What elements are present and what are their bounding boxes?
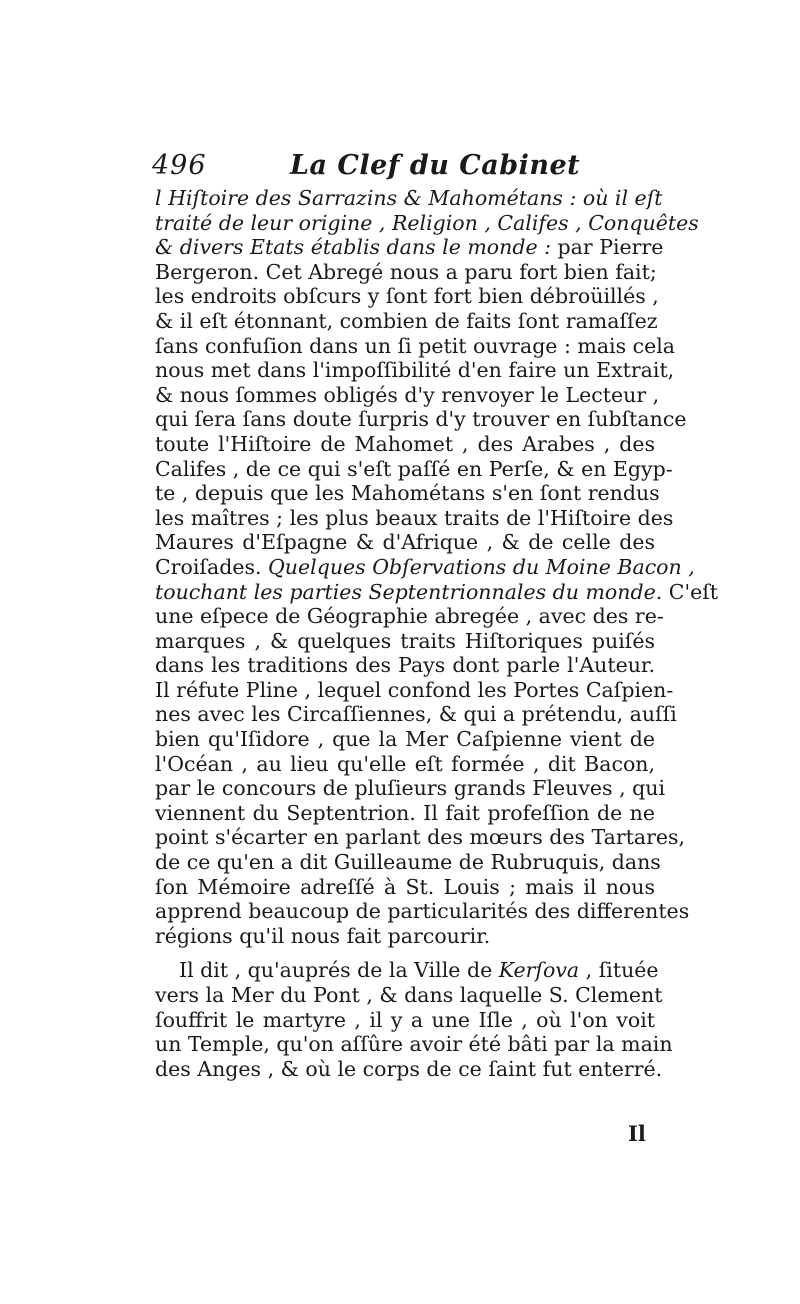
- text-line-italic-part: & divers Etats établis dans le monde :: [155, 235, 552, 260]
- text-line: Bergeron. Cet Abregé nous a paru fort bien fait;: [155, 259, 657, 284]
- text-line: [155, 554, 695, 580]
- text-line: Il réfute Pline , lequel confond les Portes Caſpien-: [155, 677, 674, 702]
- text-line: & il eſt étonnant, combien de faits ſont ramaſſez: [155, 308, 658, 333]
- text-line: traité de leur origine , Religion , Califes , Conquêtes: [155, 210, 699, 235]
- text-line: [155, 958, 659, 983]
- text-line: des Anges , & où le corps de ce ſaint fut enterré.: [155, 1056, 663, 1081]
- text-line-roman-part: par Pierre: [551, 235, 664, 260]
- text-line-italic-part: touchant les parties Septentrionnales du monde.: [155, 579, 663, 604]
- text-line: toute l'Hiſtoire de Mahomet , des Arabes , des: [155, 431, 655, 456]
- text-line: Califes , de ce qui s'eſt paſſé en Perſe, & en Egyp-: [155, 456, 673, 481]
- text-line-italic-part: Kerſova: [492, 958, 580, 983]
- text-line-roman-part: Croiſades.: [155, 554, 262, 579]
- text-line: les maîtres ; les plus beaux traits de l'Hiſtoire des: [155, 505, 674, 530]
- text-line: les endroits obſcurs y ſont fort bien débroüillés ,: [155, 284, 659, 309]
- text-line-roman-part: , ſituée: [579, 958, 659, 983]
- text-line: [155, 579, 719, 605]
- text-line: une eſpece de Géographie abregée , avec des re-: [155, 604, 664, 629]
- text-line: te , depuis que les Mahométans s'en ſont rendus: [155, 481, 660, 506]
- body-text: [155, 186, 719, 1081]
- text-line: ſans confuſion dans un ſi petit ouvrage : mais cela: [155, 333, 676, 358]
- catchword: Il: [628, 1121, 646, 1146]
- text-line-roman-part: C'eſt: [662, 579, 719, 604]
- text-line: par le concours de pluſieurs grands Fleuves , qui: [155, 776, 666, 801]
- text-line: apprend beaucoup de particularités des differentes: [155, 899, 690, 924]
- text-line-italic-part: Quelques Obſervations du Moine Bacon ,: [261, 554, 695, 579]
- text-line: marques , & quelques traits Hiſtoriques puiſés: [155, 628, 655, 653]
- text-line: de ce qu'en a dit Guilleaume de Rubruquis, dans: [155, 850, 661, 875]
- text-line: [155, 235, 664, 260]
- running-title: La Clef du Cabinet: [290, 150, 581, 181]
- text-line: ſouffrit le martyre , il y a une Iſle , où l'on voit: [155, 1007, 655, 1032]
- running-head: [152, 150, 652, 184]
- text-line: point s'écarter en parlant des mœurs des Tartares,: [155, 825, 686, 850]
- text-line: bien qu'Iſidore , que la Mer Caſpienne vient de: [155, 727, 655, 752]
- text-line: l'Océan , au lieu qu'elle eſt formée , dit Bacon,: [155, 751, 655, 776]
- text-line: régions qu'il nous fait parcourir.: [155, 923, 491, 948]
- text-line: qui ſera ſans doute ſurpris d'y trouver en ſubſtance: [155, 407, 687, 432]
- text-line: & nous ſommes obligés d'y renvoyer le Lecteur ,: [155, 382, 660, 407]
- text-line: Maures d'Eſpagne & d'Afrique , & de celle des: [155, 530, 655, 555]
- page-number: 496: [152, 150, 207, 181]
- text-line-roman-part: Il dit , qu'auprés de la Ville de: [179, 958, 493, 983]
- text-line: vers la Mer du Pont , & dans laquelle S. Clement: [155, 983, 663, 1007]
- text-line: viennent du Septentrion. Il fait profeſſion de ne: [155, 800, 655, 825]
- text-line: un Temple, qu'on aſſûre avoir été bâti par la main: [155, 1032, 673, 1057]
- text-line: dans les traditions des Pays dont parle l'Auteur.: [155, 653, 655, 678]
- text-line: l Hiſtoire des Sarrazins & Mahométans : où il eſt: [155, 186, 663, 210]
- text-line: nous met dans l'impoſſibilité d'en faire un Extrait,: [155, 358, 675, 383]
- text-line: ſon Mémoire adreſſé à St. Louis ; mais il nous: [155, 874, 655, 899]
- paragraph-gap: [155, 948, 655, 958]
- text-line: nes avec les Circaſſiennes, & qui a prétendu, auſſi: [155, 702, 677, 727]
